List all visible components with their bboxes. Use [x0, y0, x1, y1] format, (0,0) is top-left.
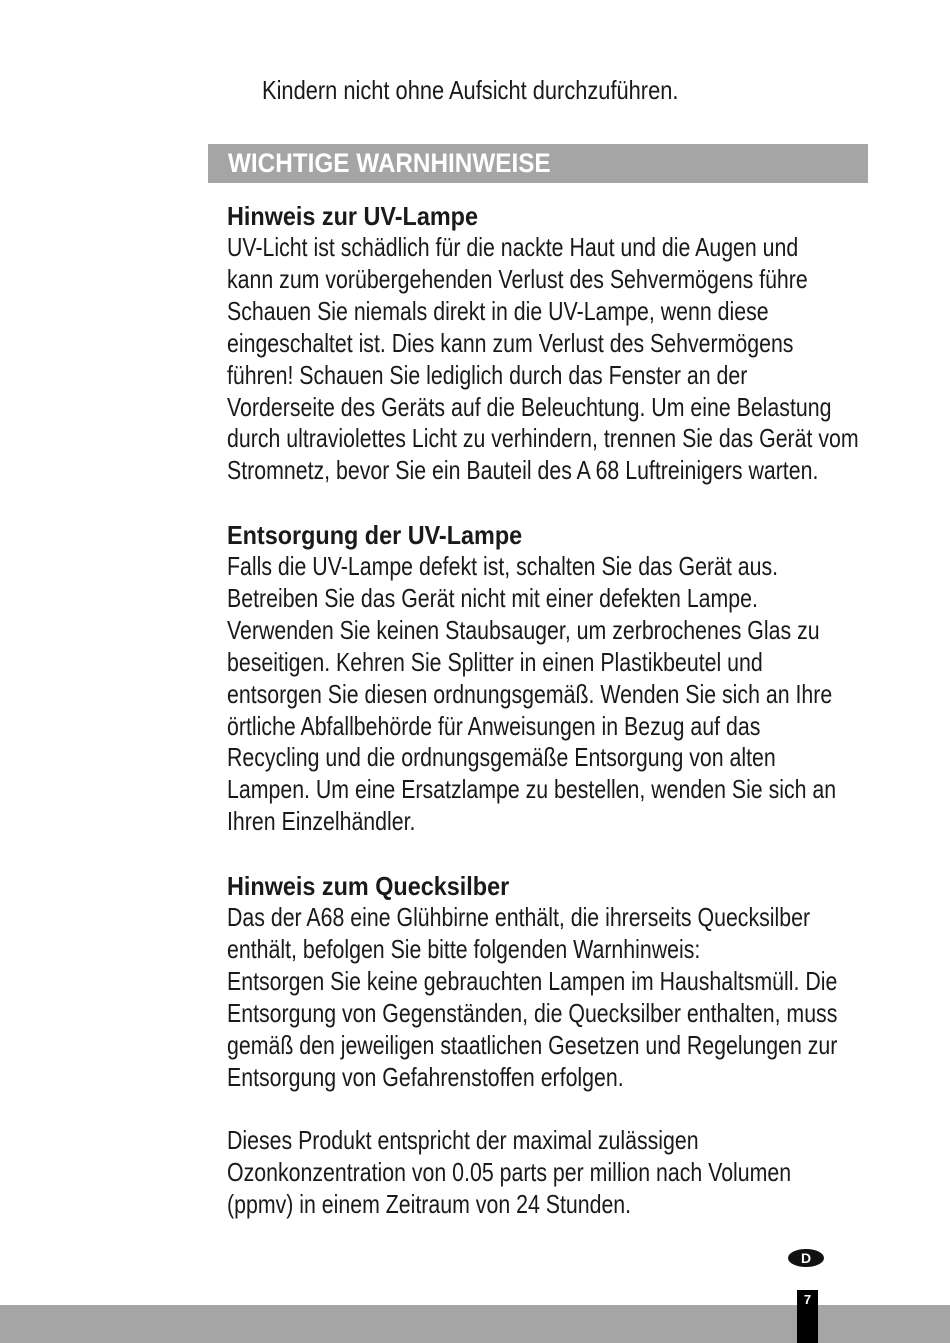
body-line: örtliche Abfallbehörde für Anweisungen in Bezug auf das: [227, 710, 761, 741]
body-line: Entsorgung von Gegenständen, die Quecksilber enthalten, muss: [227, 997, 838, 1028]
body-line: Das der A68 eine Glühbirne enthält, die ihrerseits Quecksilber: [227, 902, 811, 932]
body-line: Ihren Einzelhändler.: [227, 806, 416, 837]
section-banner: [208, 144, 868, 183]
ozone-note: [227, 1125, 950, 1221]
body-line: Ozonkonzentration von 0.05 parts per million nach Volumen: [227, 1156, 792, 1187]
section-heading: Hinweis zur UV-Lampe: [227, 201, 478, 231]
body-line: beseitigen. Kehren Sie Splitter in einen Plastikbeutel und: [227, 646, 763, 677]
body-line: Entsorgung von Gefahrenstoffen erfolgen.: [227, 1061, 624, 1092]
body-line: gemäß den jeweiligen staatlichen Gesetzen und Regelungen zur: [227, 1029, 838, 1060]
body-line: Stromnetz, bevor Sie ein Bauteil des A 68 Luftreinigers warten.: [227, 455, 819, 486]
body-line: Lampen. Um eine Ersatzlampe zu bestellen, wenden Sie sich an: [227, 774, 837, 805]
body-line: Dieses Produkt entspricht der maximal zulässigen: [227, 1125, 699, 1155]
page-number-tab: [797, 1290, 818, 1343]
body-line: Verwenden Sie keinen Staubsauger, um zerbrochenes Glas zu: [227, 614, 820, 645]
body-line: Betreiben Sie das Gerät nicht mit einer defekten Lampe.: [227, 582, 758, 613]
body-line: Schauen Sie niemals direkt in die UV-Lampe, wenn diese: [227, 295, 769, 326]
body-line: UV-Licht ist schädlich für die nackte Haut und die Augen und: [227, 232, 799, 262]
uv-lamp-notice-section: [227, 200, 950, 487]
body-line: Entsorgen Sie keine gebrauchten Lampen im Haushaltsmüll. Die: [227, 965, 838, 996]
body-line: Recycling und die ordnungsgemäße Entsorgung von alten: [227, 742, 776, 773]
language-badge: D: [788, 1249, 824, 1267]
body-line: führen! Schauen Sie lediglich durch das Fenster an der: [227, 359, 748, 390]
banner-title: WICHTIGE WARNHINWEISE: [228, 148, 551, 178]
body-line: (ppmv) in einem Zeitraum von 24 Stunden.: [227, 1188, 632, 1219]
section-heading: Entsorgung der UV-Lampe: [227, 520, 523, 550]
uv-lamp-disposal-section: [227, 519, 950, 838]
section-heading: Hinweis zum Quecksilber: [227, 871, 510, 901]
intro-text: Kindern nicht ohne Aufsicht durchzuführen.: [262, 75, 679, 105]
body-line: kann zum vorübergehenden Verlust des Sehvermögens führe: [227, 263, 808, 294]
body-line: Vorderseite des Geräts auf die Beleuchtung. Um eine Belastung: [227, 391, 832, 422]
body-line: Falls die UV-Lampe defekt ist, schalten Sie das Gerät aus.: [227, 551, 779, 581]
body-line: enthält, befolgen Sie bitte folgenden Warnhinweis:: [227, 933, 701, 964]
body-line: durch ultraviolettes Licht zu verhindern, trennen Sie das Gerät vom: [227, 423, 859, 454]
page-number: 7: [803, 1292, 812, 1307]
mercury-notice-section: [227, 870, 950, 1093]
body-line: eingeschaltet ist. Dies kann zum Verlust des Sehvermögens: [227, 327, 794, 358]
body-line: entsorgen Sie diesen ordnungsgemäß. Wenden Sie sich an Ihre: [227, 678, 833, 709]
